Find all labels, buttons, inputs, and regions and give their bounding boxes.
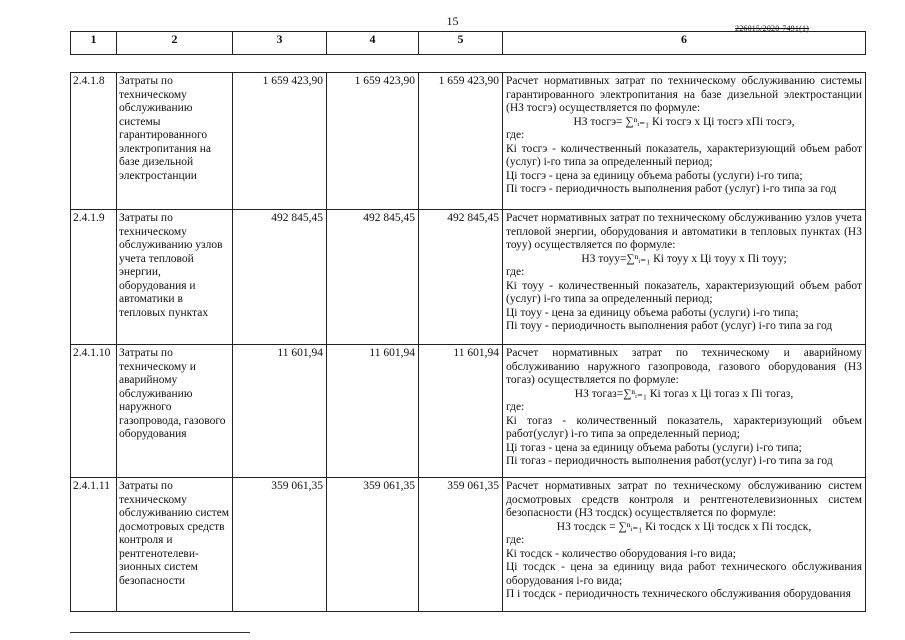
- formula: НЗ тосгэ= ∑ⁿᵢ₌₁ Кi тосгэ x Цi тосгэ xПi тосгэ,: [573, 115, 795, 128]
- value-col-3: 359 061,35: [233, 478, 327, 612]
- cost-item-name: Затраты по техническому обслуживанию системы гарантированного электропитания на базе дизельной электростанции: [117, 73, 233, 210]
- table-row: [71, 73, 866, 210]
- description-intro: Расчет нормативных затрат по техническому обслуживанию систем досмотровых средств контроля и рентгенотелевизионных систем безопасности (НЗ тосдск) осуществляется по формуле:: [506, 480, 862, 519]
- where-label: где:: [506, 534, 525, 546]
- calculation-description: [503, 478, 866, 612]
- row-number: 2.4.1.8: [71, 73, 117, 210]
- column-header-table: [70, 31, 866, 55]
- document-reference: 226015/2020-7491(1): [735, 24, 810, 33]
- cost-item-name: Затраты по техническому и аварийному обслуживанию наружного газопровода, газового оборудования: [117, 345, 233, 478]
- table-row: [71, 210, 866, 345]
- definition-k: Кi тосдск - количество оборудования i-го вида;: [506, 547, 736, 560]
- where-label: где:: [506, 401, 525, 413]
- footer-divider: [70, 632, 250, 633]
- definition-p: П i тосдск - периодичность технического обслуживания оборудования: [506, 588, 851, 600]
- where-label: где:: [506, 266, 525, 278]
- cost-item-name: Затраты по техническому обслуживанию узлов учета тепловой энергии, оборудования и автоматики в тепловых пунктах: [117, 210, 233, 345]
- definition-c: Цi тосдск - цена за единицу вида работ технического обслуживания оборудования i-го вида;: [506, 561, 862, 587]
- value-col-4: 492 845,45: [327, 210, 419, 345]
- calculation-description: [503, 73, 866, 210]
- value-col-5: 359 061,35: [419, 478, 503, 612]
- value-col-3: 492 845,45: [233, 210, 327, 345]
- value-col-5: 11 601,94: [419, 345, 503, 478]
- table-row: [71, 345, 866, 478]
- row-number: 2.4.1.10: [71, 345, 117, 478]
- value-col-5: 492 845,45: [419, 210, 503, 345]
- description-intro: Расчет нормативных затрат по техническому обслуживанию узлов учета тепловой энергии, оборудования и автоматики в тепловых пунктах (НЗ тоуу) осуществляется по формуле:: [506, 212, 862, 251]
- definition-c: Цi тоуу - цена за единицу объема работы (услуги) i-го типа;: [506, 306, 799, 319]
- page-number: 15: [446, 14, 459, 28]
- column-header-2: 2: [117, 32, 233, 55]
- definition-p: Пi тосгэ - периодичность выполнения работ (услуг) i-го типа за год: [506, 183, 837, 195]
- column-header-3: 3: [233, 32, 327, 55]
- column-header-1: 1: [71, 32, 117, 55]
- value-col-5: 1 659 423,90: [419, 73, 503, 210]
- column-header-6: 6: [503, 32, 866, 55]
- table-row: [71, 478, 866, 612]
- calculation-description: [503, 345, 866, 478]
- value-col-3: 11 601,94: [233, 345, 327, 478]
- column-header-4: 4: [327, 32, 419, 55]
- cost-table: [70, 72, 866, 612]
- definition-c: Цi тогаз - цена за единицу объема работы (услуги) i-го типа;: [506, 441, 802, 454]
- value-col-3: 1 659 423,90: [233, 73, 327, 210]
- row-number: 2.4.1.11: [71, 478, 117, 612]
- formula: НЗ тосдск = ∑ⁿᵢ₌₁ Кi тосдск x Цi тосдск x Пi тосдск,: [556, 520, 812, 533]
- description-intro: Расчет нормативных затрат по техническому и аварийному обслуживанию наружного газопровода, газового оборудования (НЗ тогаз) осуществляется по формуле:: [506, 347, 862, 386]
- formula: НЗ тогаз=∑ⁿᵢ₌₁ Кi тогаз x Цi тогаз x Пi тогаз,: [574, 387, 794, 400]
- column-header-5: 5: [419, 32, 503, 55]
- definition-p: Пi тоуу - периодичность выполнения работ (услуг) i-го типа за год: [506, 320, 833, 332]
- calculation-description: [503, 210, 866, 345]
- formula: НЗ тоуу=∑ⁿᵢ₌₁ Кi тоуу x Цi тоуу x Пi тоуу;: [581, 252, 787, 265]
- cost-item-name: Затраты по техническому обслуживанию систем досмотровых средств контроля и рентгенотелеви-зионных систем безопасности: [117, 478, 233, 612]
- description-intro: Расчет нормативных затрат по техническому обслуживанию системы гарантированного электропитания на базе дизельной электростанции (НЗ тосгэ) осуществляется по формуле:: [506, 75, 862, 114]
- definition-k: Кi тогаз - количественный показатель, характеризующий объем работ(услуг) i-го типа за определенный период;: [506, 414, 862, 440]
- definition-c: Цi тосгэ - цена за единицу объема работы (услуги) i-го типа;: [506, 169, 803, 182]
- column-header-row: [71, 32, 866, 55]
- row-number: 2.4.1.9: [71, 210, 117, 345]
- definition-p: Пi тогаз - периодичность выполнения работ(услуг) i-го типа за год: [506, 455, 833, 467]
- definition-k: Кi тосгэ - количественный показатель, характеризующий объем работ (услуг) i-го типа за определенный период;: [506, 142, 862, 168]
- value-col-4: 1 659 423,90: [327, 73, 419, 210]
- where-label: где:: [506, 129, 525, 141]
- definition-k: Кi тоуу - количественный показатель, характеризующий объем работ (услуг) i-го типа за определенный период;: [506, 279, 862, 305]
- value-col-4: 11 601,94: [327, 345, 419, 478]
- value-col-4: 359 061,35: [327, 478, 419, 612]
